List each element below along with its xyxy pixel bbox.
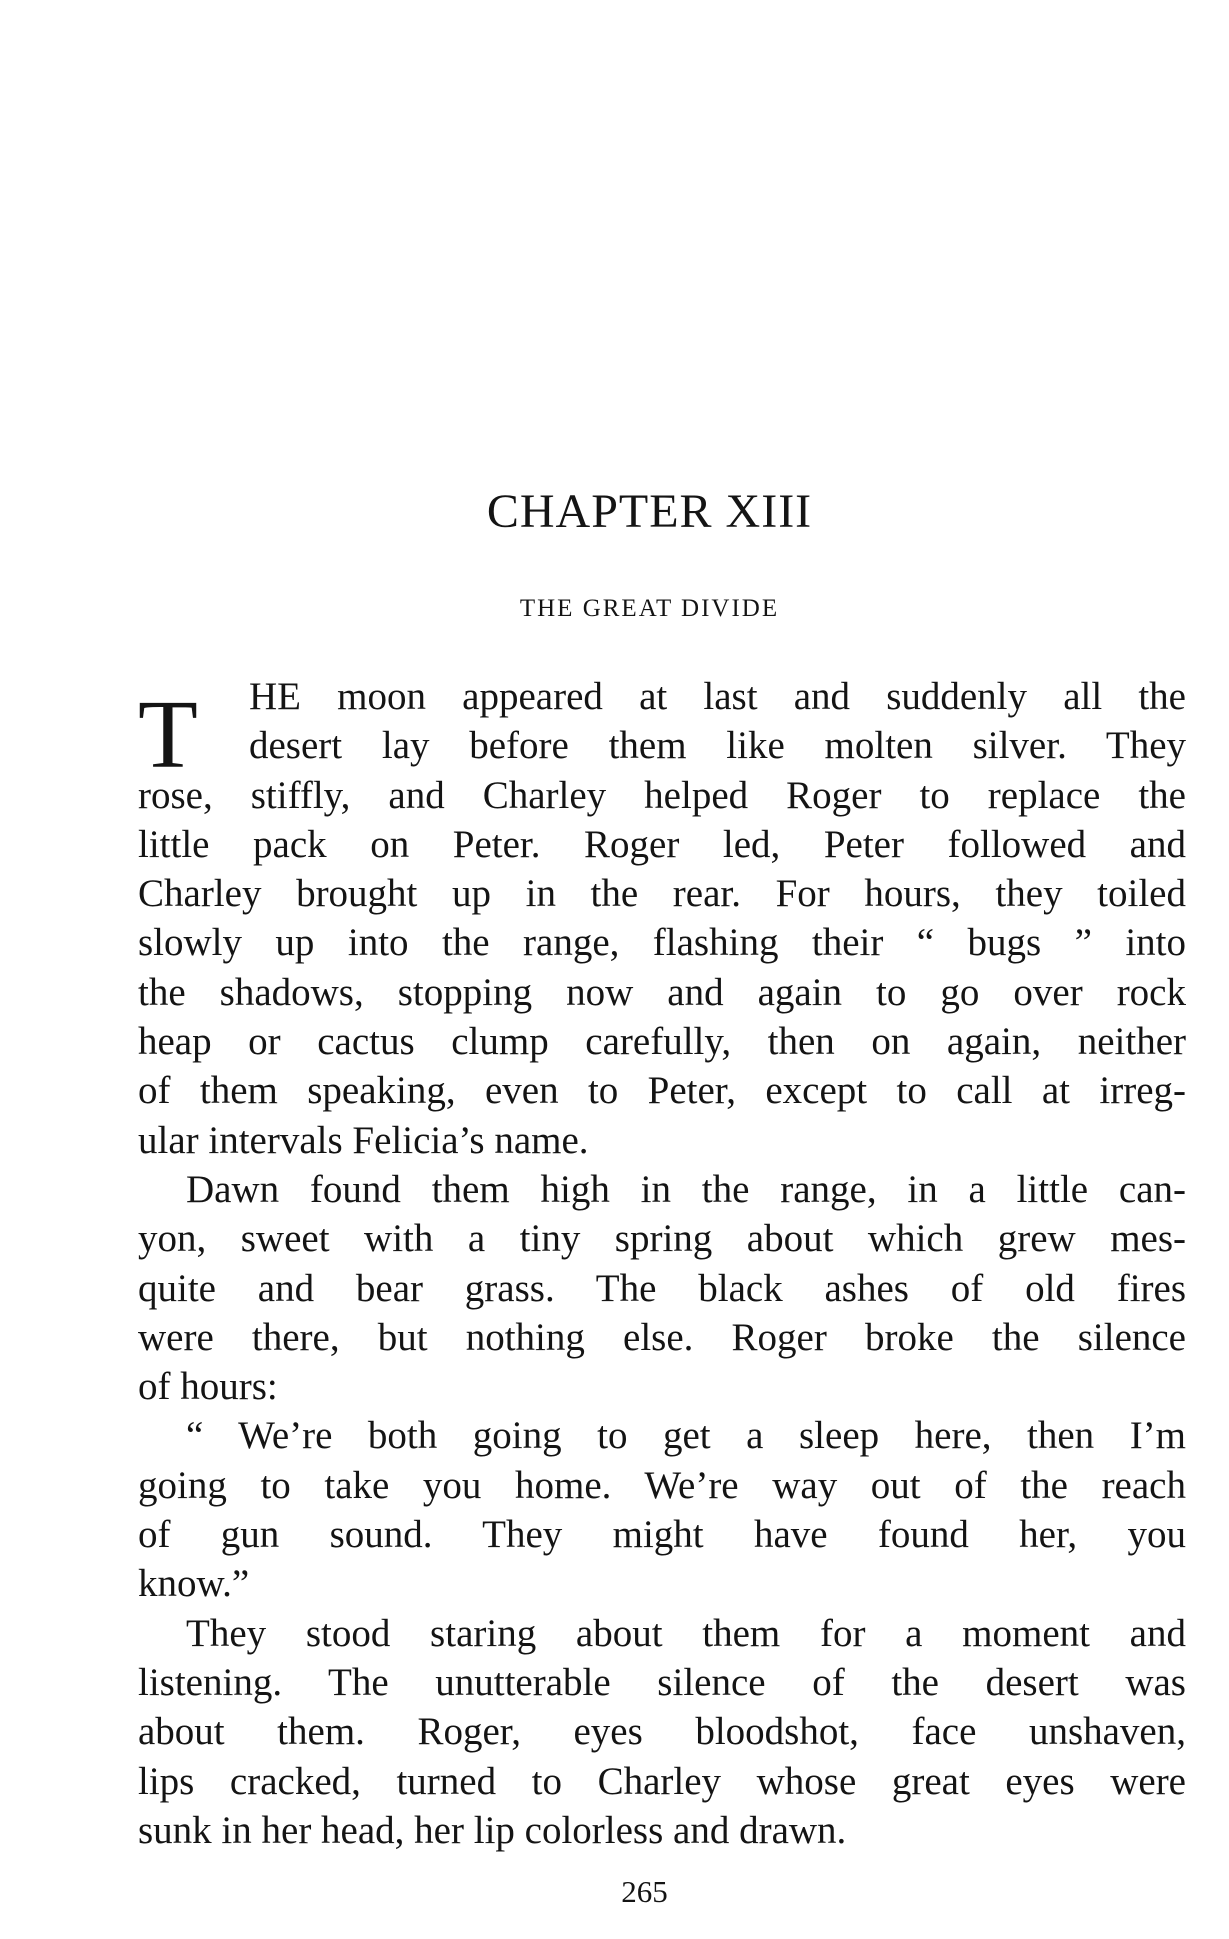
chapter-title: CHAPTER XIII	[486, 485, 813, 538]
text-line: sunk in her head, her lip colorless and drawn.	[138, 1808, 847, 1852]
text-line: of them speaking, even to Peter, except to call at irreg-	[138, 1069, 1186, 1113]
text-line: ular intervals Felicia’s name.	[138, 1118, 589, 1162]
text-line: were there, but nothing else. Roger broke the silence	[138, 1315, 1186, 1359]
text-line: little pack on Peter. Roger led, Peter followed and	[138, 822, 1186, 866]
chapter-subtitle: THE GREAT DIVIDE	[519, 595, 780, 622]
text-line: know.”	[138, 1562, 250, 1606]
body-text	[138, 672, 1186, 1855]
text-line: lips cracked, turned to Charley whose great eyes were	[138, 1759, 1186, 1803]
text-line: slowly up into the range, flashing their “ bugs ” into	[138, 921, 1186, 965]
text-line: desert lay before them like molten silver. They	[249, 724, 1186, 768]
text-line: HE moon appeared at last and suddenly all the	[249, 675, 1186, 718]
text-line: Charley brought up in the rear. For hours, they toiled	[138, 872, 1186, 916]
text-line: the shadows, stopping now and again to go over rock	[138, 970, 1186, 1014]
text-line: of gun sound. They might have found her, you	[138, 1513, 1186, 1557]
text-line: “ We’re both going to get a sleep here, then I’m	[186, 1414, 1186, 1458]
text-line: rose, stiffly, and Charley helped Roger to replace the	[138, 773, 1186, 817]
text-line: They stood staring about them for a moment and	[186, 1611, 1186, 1655]
page-number: 265	[621, 1874, 668, 1909]
text-line: about them. Roger, eyes bloodshot, face unshaven,	[138, 1710, 1186, 1754]
text-line: Dawn found them high in the range, in a little can-	[186, 1167, 1186, 1211]
text-line: of hours:	[138, 1365, 278, 1409]
text-line: heap or cactus clump carefully, then on again, neither	[138, 1020, 1186, 1064]
text-line: quite and bear grass. The black ashes of old fires	[138, 1266, 1186, 1310]
text-line: yon, sweet with a tiny spring about which grew mes-	[138, 1217, 1186, 1261]
text-line: going to take you home. We’re way out of the reach	[138, 1463, 1186, 1507]
drop-cap: T	[138, 681, 198, 789]
text-line: listening. The unutterable silence of the desert was	[138, 1660, 1186, 1704]
